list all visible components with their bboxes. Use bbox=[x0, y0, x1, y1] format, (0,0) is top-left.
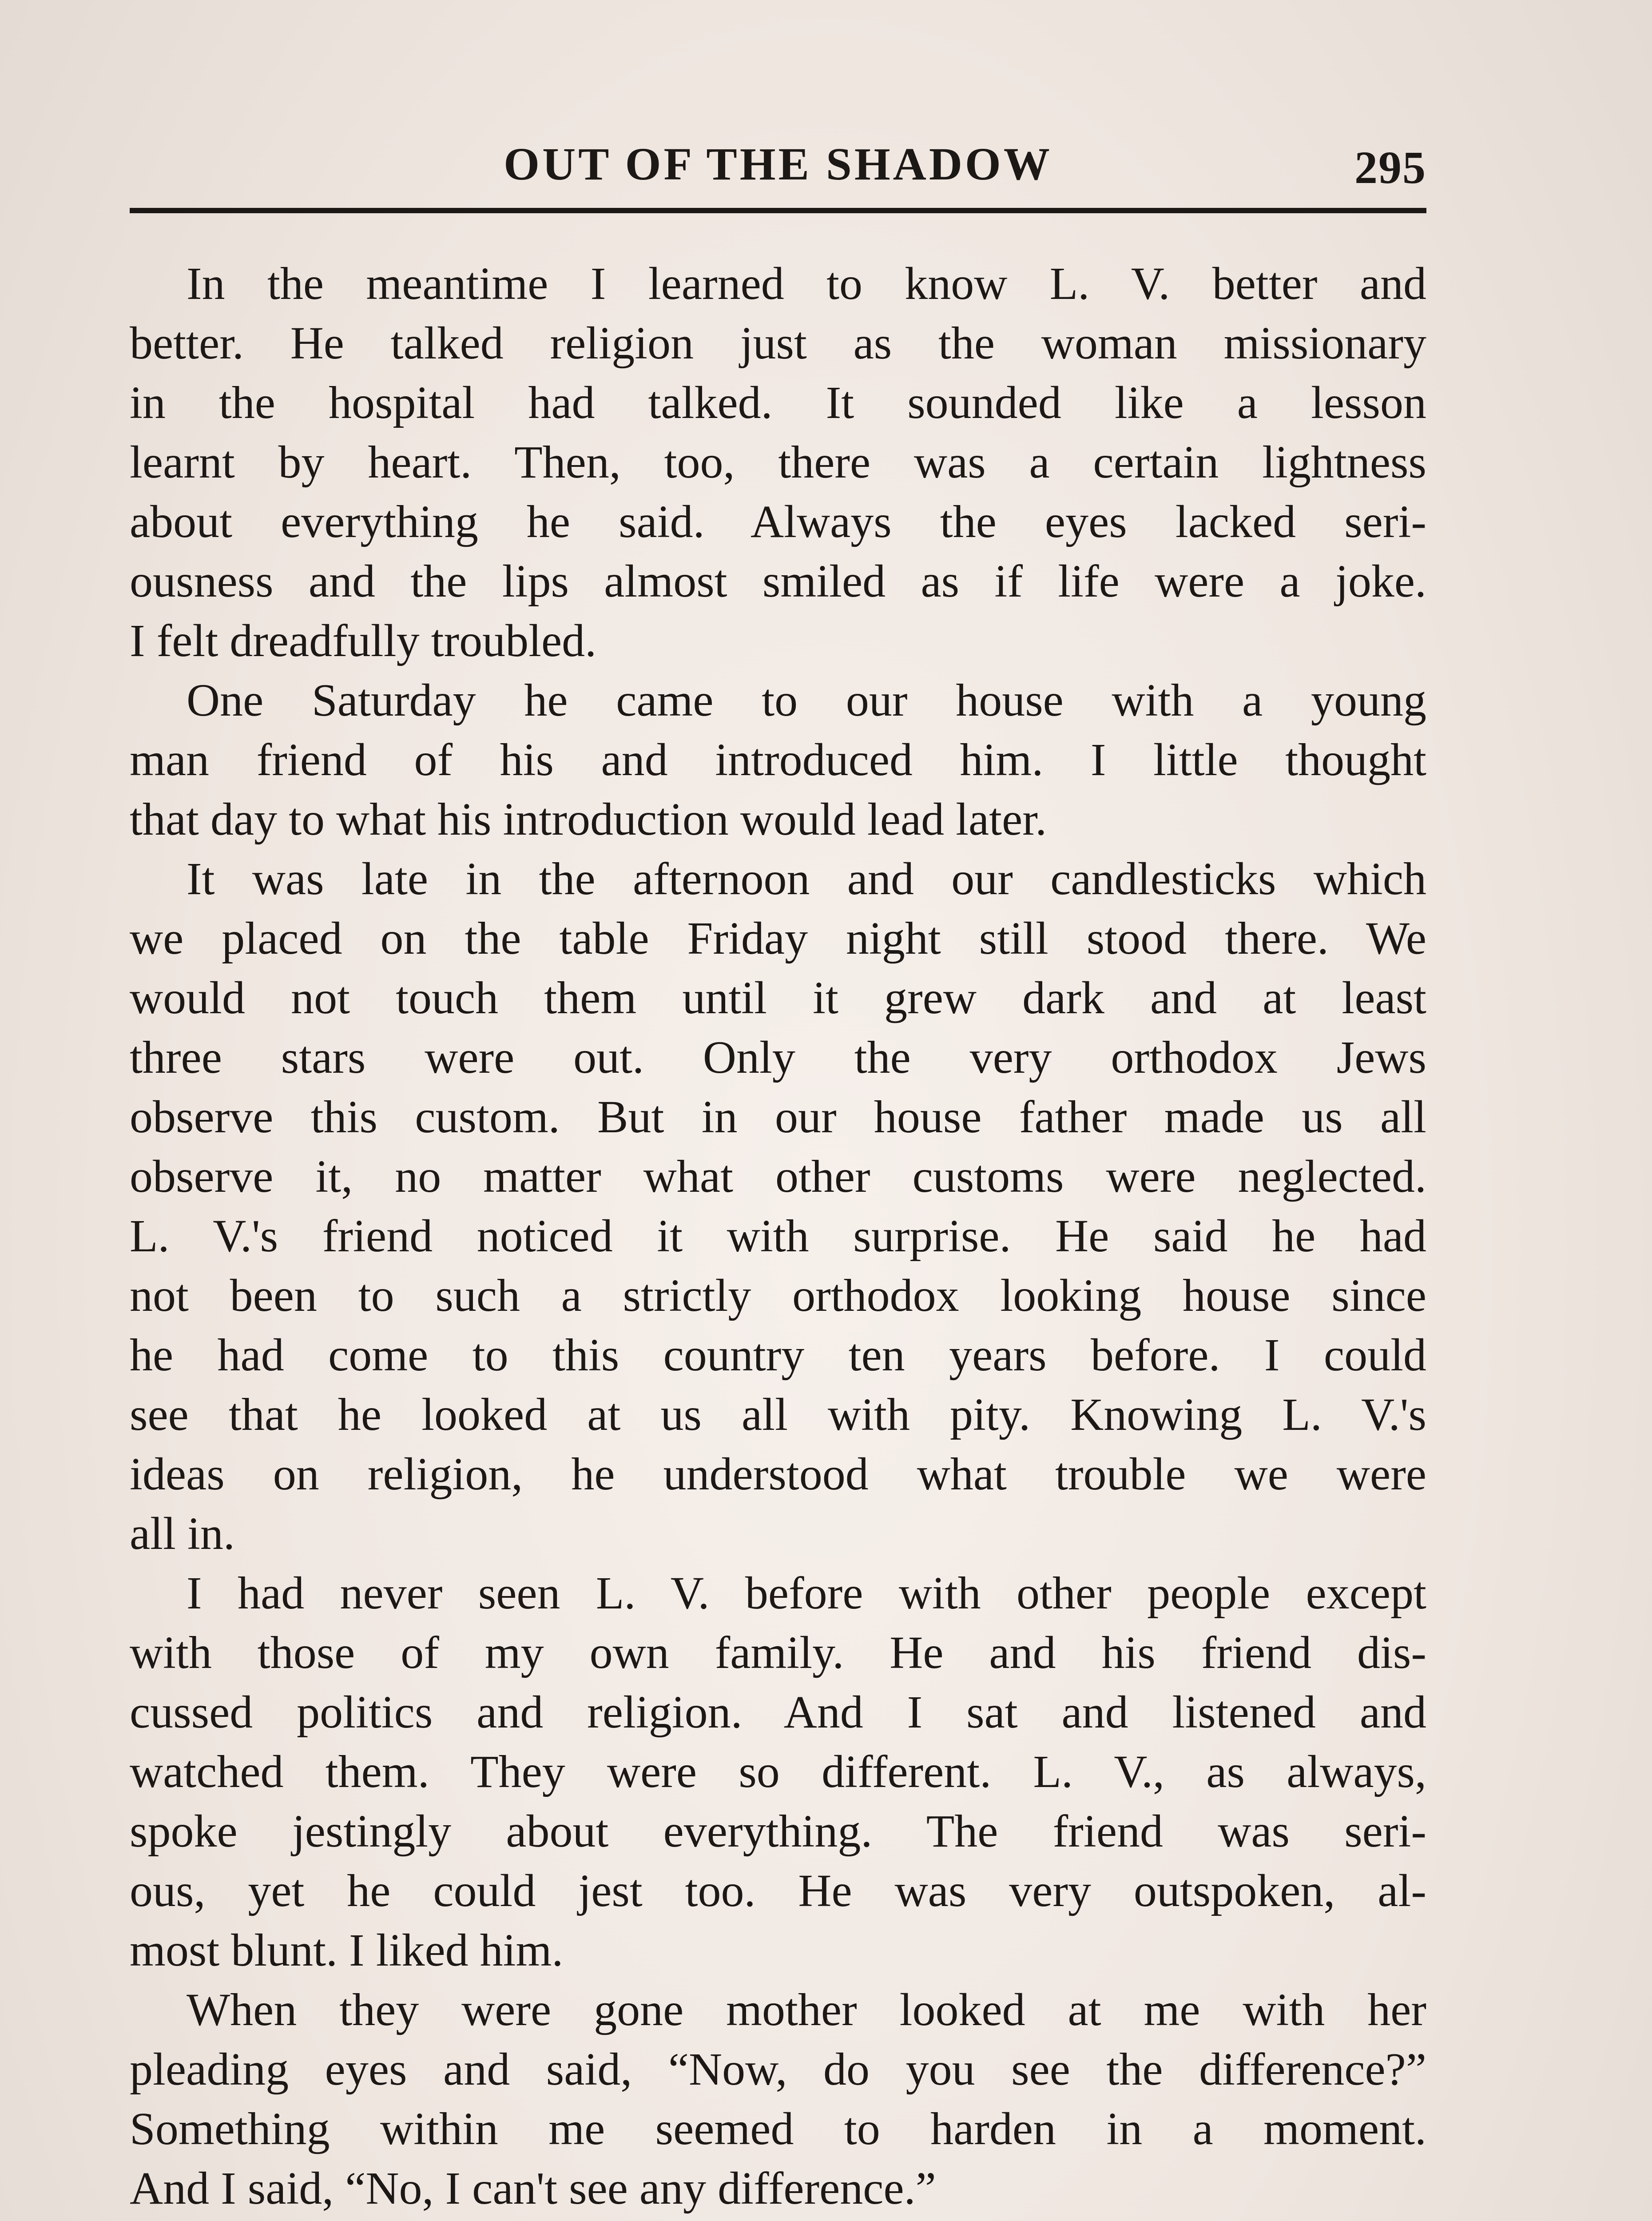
text-line: One Saturday he came to our house with a young bbox=[187, 675, 1426, 726]
page-number: 295 bbox=[1354, 142, 1426, 193]
text-line: most blunt. I liked him. bbox=[130, 1925, 564, 1976]
text-line: he had come to this country ten years before. I could bbox=[130, 1329, 1426, 1381]
text-line: I had never seen L. V. before with other people except bbox=[187, 1568, 1426, 1619]
text-line: about everything he said. Always the eyes lacked seri- bbox=[130, 496, 1426, 547]
text-line bbox=[130, 2218, 1426, 2221]
text-line: would not touch them until it grew dark and at least bbox=[130, 972, 1426, 1023]
running-head bbox=[130, 133, 1426, 195]
text-line: L. V.'s friend noticed it with surprise. He said he had bbox=[130, 1210, 1426, 1262]
text-line: ousness and the lips almost smiled as if life were a joke. bbox=[130, 556, 1426, 607]
text-line: three stars were out. Only the very orthodox Jews bbox=[130, 1032, 1426, 1083]
text-line: spoke jestingly about everything. The friend was seri- bbox=[130, 1806, 1426, 1857]
body-text bbox=[130, 254, 1426, 2221]
text-line: in the hospital had talked. It sounded like a lesson bbox=[130, 377, 1426, 428]
text-line: learnt by heart. Then, too, there was a certain lightness bbox=[130, 437, 1426, 488]
text-line: ideas on religion, he understood what trouble we were bbox=[130, 1449, 1426, 1500]
text-line: ous, yet he could jest too. He was very outspoken, al- bbox=[130, 1865, 1426, 1916]
text-line: pleading eyes and said, “Now, do you see the difference?” bbox=[130, 2044, 1426, 2095]
text-line: watched them. They were so different. L. V., as always, bbox=[130, 1746, 1426, 1797]
text-line: It was late in the afternoon and our candlesticks which bbox=[187, 853, 1426, 904]
header-rule bbox=[130, 208, 1426, 213]
text-line: I felt dreadfully troubled. bbox=[130, 615, 597, 666]
text-line: And I said, “No, I can't see any difference.” bbox=[130, 2163, 936, 2214]
running-title: OUT OF THE SHADOW bbox=[504, 139, 1052, 190]
text-line: with those of my own family. He and his friend dis- bbox=[130, 1627, 1426, 1678]
text-line: see that he looked at us all with pity. Knowing L. V.'s bbox=[130, 1389, 1426, 1440]
text-line: not been to such a strictly orthodox looking house since bbox=[130, 1270, 1426, 1321]
text-line: observe it, no matter what other customs were neglected. bbox=[130, 1151, 1426, 1202]
text-line: we placed on the table Friday night still stood there. We bbox=[130, 913, 1426, 964]
text-line: Something within me seemed to harden in a moment. bbox=[130, 2103, 1426, 2154]
text-line: In the meantime I learned to know L. V. better and bbox=[187, 258, 1426, 309]
text-line: better. He talked religion just as the woman missionary bbox=[130, 318, 1426, 369]
text-line: observe this custom. But in our house father made us all bbox=[130, 1091, 1426, 1142]
text-line: When they were gone mother looked at me with her bbox=[187, 1984, 1426, 2035]
text-line: all in. bbox=[130, 1508, 235, 1559]
text-line: that day to what his introduction would lead later. bbox=[130, 794, 1047, 845]
text-line: man friend of his and introduced him. I little thought bbox=[130, 734, 1426, 785]
text-line: cussed politics and religion. And I sat and listened and bbox=[130, 1687, 1426, 1738]
